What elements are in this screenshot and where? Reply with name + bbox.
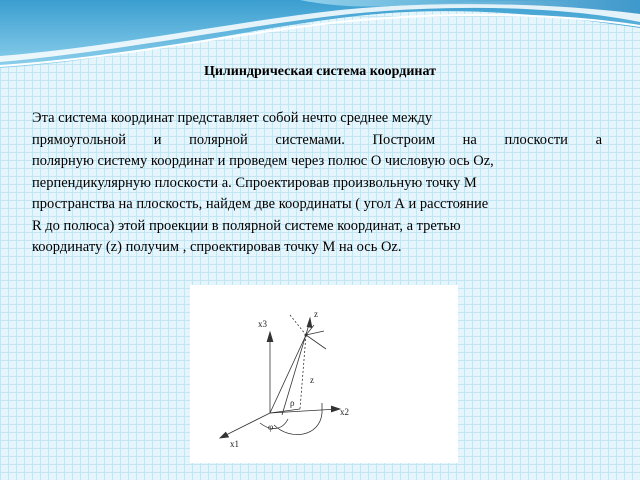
radius-vector [270, 335, 306, 413]
slide-title: Цилиндрическая система координат [203, 64, 437, 79]
x2-axis-arrow [331, 406, 340, 412]
label-x2: x2 [340, 407, 349, 417]
z-axis-arrow [307, 318, 312, 328]
point-m [305, 334, 308, 337]
label-z-axis: z [314, 309, 318, 319]
cylindrical-coordinates-figure [190, 285, 458, 463]
header-wave-decoration [0, 0, 640, 70]
x1-axis-arrow [220, 432, 229, 438]
body-paragraph [32, 108, 602, 259]
label-x3: x3 [258, 319, 267, 329]
projection-curve [274, 403, 322, 435]
label-rho: ρ [290, 398, 295, 408]
paragraph-line: Эта система координат представляет собой нечто среднее между [32, 110, 433, 126]
paragraph-line: R до полюса) этой проекции в полярной системе координат, а третью [32, 217, 461, 234]
dashed-guide [290, 315, 306, 335]
paragraph-line: прямоугольной и полярной системами. Построим на плоскости а [32, 131, 602, 148]
label-x1: x1 [230, 439, 239, 449]
paragraph-line: пространства на плоскость, найдем две координаты ( угол А и расстояние [32, 196, 489, 212]
paragraph-line: полярную систему координат и проведем через полюс О числовую ось Оz, [32, 153, 494, 169]
x2-axis [270, 409, 338, 413]
angle-arc [260, 419, 288, 429]
paragraph-line: перпендикулярную плоскости а. Спроектировав произвольную точку М [32, 174, 477, 191]
label-z-value: z [310, 375, 314, 385]
x3-axis-arrow [267, 332, 273, 342]
paragraph-line: координату (z) получим , спроектировав точку М на ось Оz. [32, 239, 402, 255]
label-phi: φ [268, 422, 274, 432]
vector-arrow [306, 335, 326, 349]
